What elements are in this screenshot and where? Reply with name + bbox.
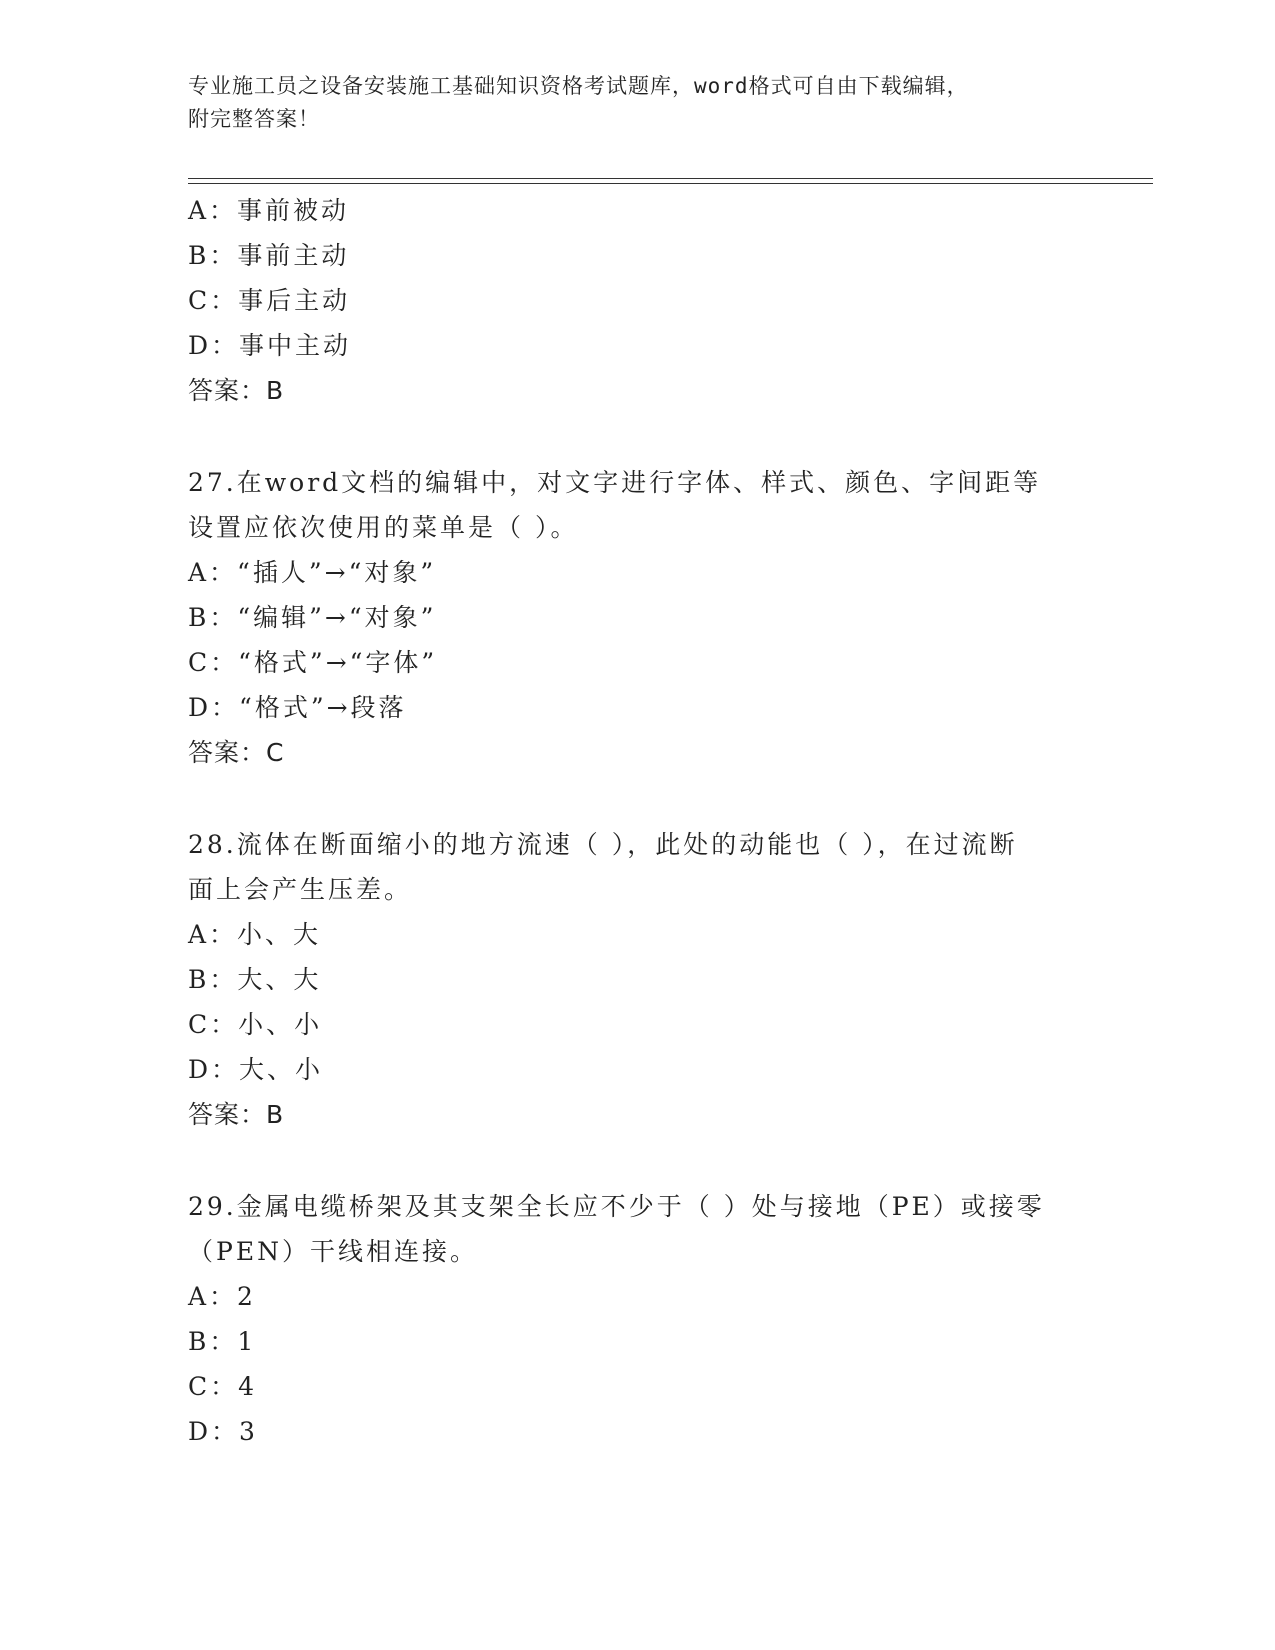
option-d: D：3 <box>188 1417 258 1446</box>
option-c: C：小、小 <box>188 1010 323 1039</box>
option-a: A：事前被动 <box>188 196 350 225</box>
option-d: D：“格式”→段落 <box>188 693 407 722</box>
question-stem <box>188 1184 1088 1274</box>
question-stem-line-2: （PEN）干线相连接。 <box>188 1237 478 1266</box>
question-26 <box>188 188 1088 413</box>
question-list <box>188 188 1088 1454</box>
answer-text: 答案：C <box>188 738 285 767</box>
question-stem-line-1: 29.金属电缆桥架及其支架全长应不少于（ ）处与接地（PE）或接零 <box>188 1192 1045 1221</box>
header-line-2: 附完整答案！ <box>188 107 320 131</box>
header-rule-top <box>188 178 1153 179</box>
option-d: D：事中主动 <box>188 331 352 360</box>
option-b: B：“编辑”→“对象” <box>188 603 437 632</box>
question-stem <box>188 822 1088 912</box>
header-rule-bottom <box>188 183 1153 184</box>
answer-text: 答案：B <box>188 1100 285 1129</box>
option-c: C：“格式”→“字体” <box>188 648 438 677</box>
question-stem <box>188 460 1088 550</box>
option-b: B：事前主动 <box>188 241 350 270</box>
answer-text: 答案：B <box>188 376 285 405</box>
option-b: B：大、大 <box>188 965 322 994</box>
option-c: C：4 <box>188 1372 258 1401</box>
question-27 <box>188 460 1088 775</box>
question-stem-line-1: 27.在word文档的编辑中，对文字进行字体、样式、颜色、字间距等 <box>188 468 1042 497</box>
question-29 <box>188 1184 1088 1454</box>
option-a: A：小、大 <box>188 920 322 949</box>
option-a: A：2 <box>188 1282 256 1311</box>
option-c: C：事后主动 <box>188 286 351 315</box>
option-d: D：大、小 <box>188 1055 324 1084</box>
option-b: B：1 <box>188 1327 257 1356</box>
question-stem-line-2: 面上会产生压差。 <box>188 875 413 904</box>
document-header <box>188 70 1088 136</box>
question-28 <box>188 822 1088 1137</box>
question-stem-line-1: 28.流体在断面缩小的地方流速（ ），此处的动能也（ ），在过流断 <box>188 830 1018 859</box>
question-stem-line-2: 设置应依次使用的菜单是（ ）。 <box>188 513 579 542</box>
header-line-1: 专业施工员之设备安装施工基础知识资格考试题库，word格式可自由下载编辑， <box>188 74 969 98</box>
option-a: A：“插人”→“对象” <box>188 558 437 587</box>
